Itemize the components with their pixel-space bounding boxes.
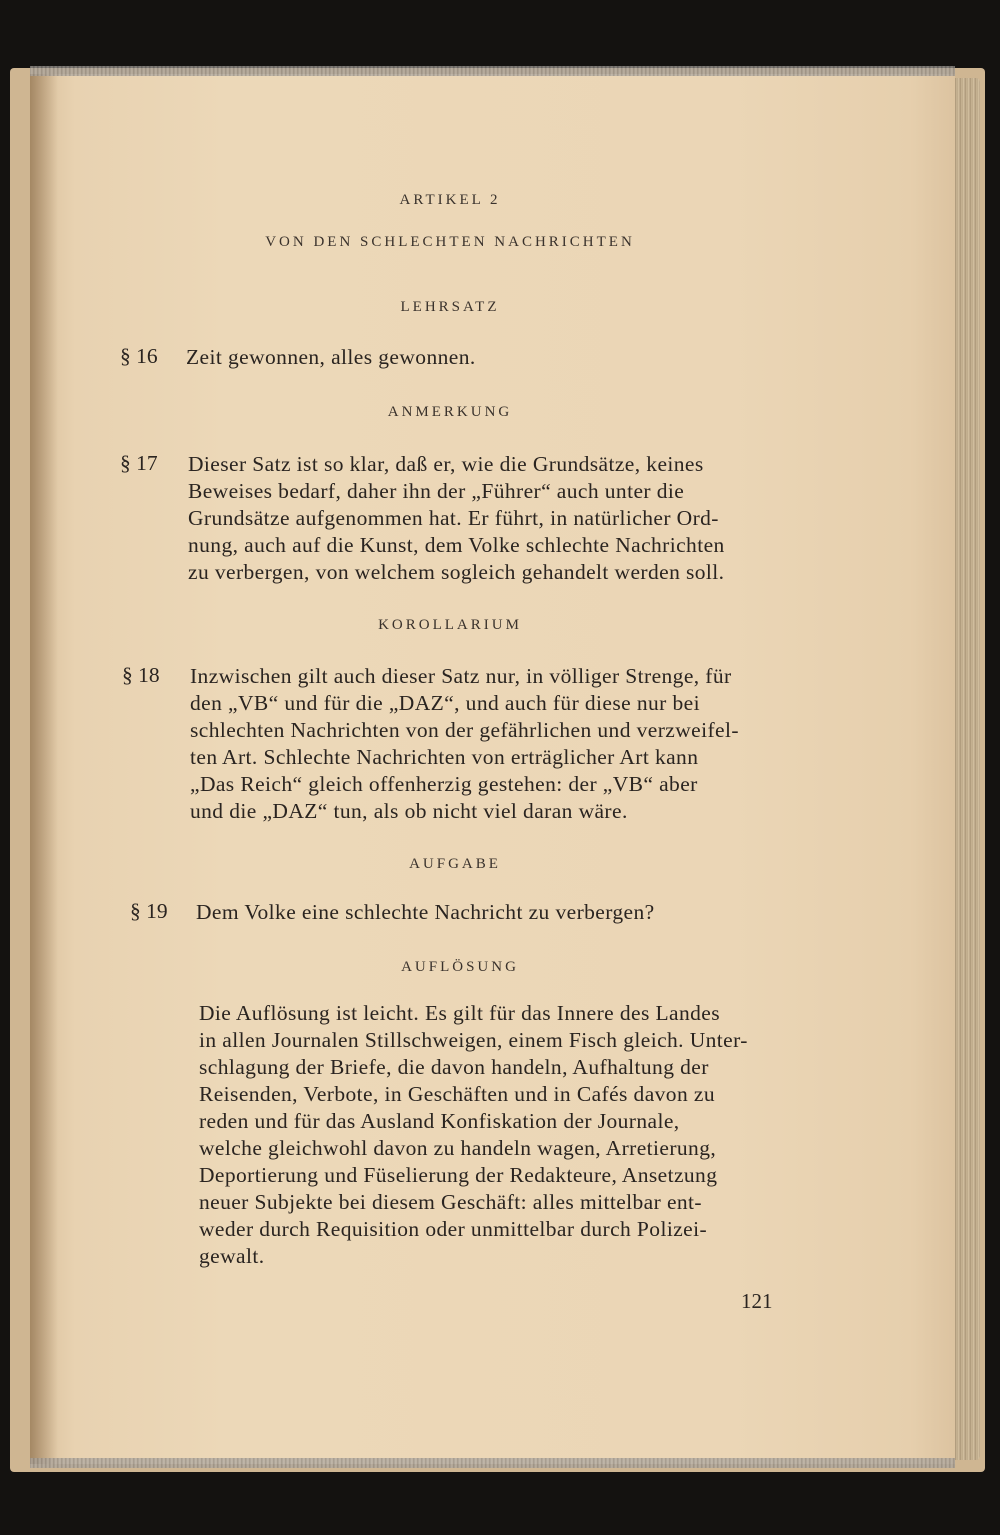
text-line: und die „DAZ“ tun, als ob nicht viel daran wäre. [190, 799, 628, 823]
paragraph-marker: § 17 [120, 451, 158, 475]
paragraph-18 [190, 663, 739, 825]
text-line: Grundsätze aufgenommen hat. Er führt, in natürlicher Ord- [188, 506, 719, 530]
text-line: Inzwischen gilt auch dieser Satz nur, in völliger Strenge, für [190, 664, 732, 688]
text-line: Zeit gewonnen, alles gewonnen. [186, 345, 476, 369]
text-line: Dem Volke eine schlechte Nachricht zu verbergen? [196, 900, 655, 924]
text-line: gewalt. [199, 1244, 265, 1268]
section-heading-aufloesung: AUFLÖSUNG [401, 959, 519, 975]
section-heading-korollarium: KOROLLARIUM [378, 617, 522, 633]
text-line: zu verbergen, von welchem sogleich gehandelt werden soll. [188, 560, 725, 584]
text-line: reden und für das Ausland Konfiskation der Journale, [199, 1109, 680, 1133]
text-line: Dieser Satz ist so klar, daß er, wie die Grundsätze, keines [188, 452, 704, 476]
text-line: ten Art. Schlechte Nachrichten von erträglicher Art kann [190, 745, 699, 769]
paragraph-17 [188, 451, 725, 586]
paragraph-marker: § 18 [122, 663, 160, 687]
text-line: in allen Journalen Stillschweigen, einem Fisch gleich. Unter- [199, 1028, 748, 1052]
text-line: schlechten Nachrichten von der gefährlichen und verzweifel- [190, 718, 739, 742]
article-title: VON DEN SCHLECHTEN NACHRICHTEN [265, 234, 635, 250]
section-heading-lehrsatz: LEHRSATZ [400, 299, 500, 315]
text-line: nung, auch auf die Kunst, dem Volke schlechte Nachrichten [188, 533, 725, 557]
gutter-shadow [30, 74, 58, 1464]
text-line: schlagung der Briefe, die davon handeln, Aufhaltung der [199, 1055, 709, 1079]
text-line: neuer Subjekte bei diesem Geschäft: alles mittelbar ent- [199, 1190, 702, 1214]
text-line: Beweises bedarf, daher ihn der „Führer“ auch unter die [188, 479, 685, 503]
section-heading-anmerkung: ANMERKUNG [387, 404, 513, 420]
page-top-edge [30, 66, 955, 76]
section-heading-aufgabe: AUFGABE [409, 856, 501, 872]
paragraph-19 [196, 899, 655, 926]
text-line: Reisenden, Verbote, in Geschäften und in Cafés davon zu [199, 1082, 715, 1106]
paragraph-16 [186, 344, 476, 371]
paragraph-aufloesung [199, 1000, 748, 1270]
paragraph-marker: § 16 [120, 344, 158, 368]
text-line: „Das Reich“ gleich offenherzig gestehen: der „VB“ aber [190, 772, 698, 796]
text-line: Die Auflösung ist leicht. Es gilt für das Innere des Landes [199, 1001, 720, 1025]
article-number: ARTIKEL 2 [399, 192, 501, 208]
text-line: weder durch Requisition oder unmittelbar durch Polizei- [199, 1217, 708, 1241]
paragraph-marker: § 19 [130, 899, 168, 923]
page-number: 121 [741, 1289, 773, 1313]
text-line: den „VB“ und für die „DAZ“, und auch für diese nur bei [190, 691, 700, 715]
text-line: welche gleichwohl davon zu handeln wagen, Arretierung, [199, 1136, 717, 1160]
text-line: Deportierung und Füselierung der Redakteure, Ansetzung [199, 1163, 718, 1187]
page-bottom-edge [30, 1458, 955, 1468]
page-edges [952, 78, 980, 1460]
